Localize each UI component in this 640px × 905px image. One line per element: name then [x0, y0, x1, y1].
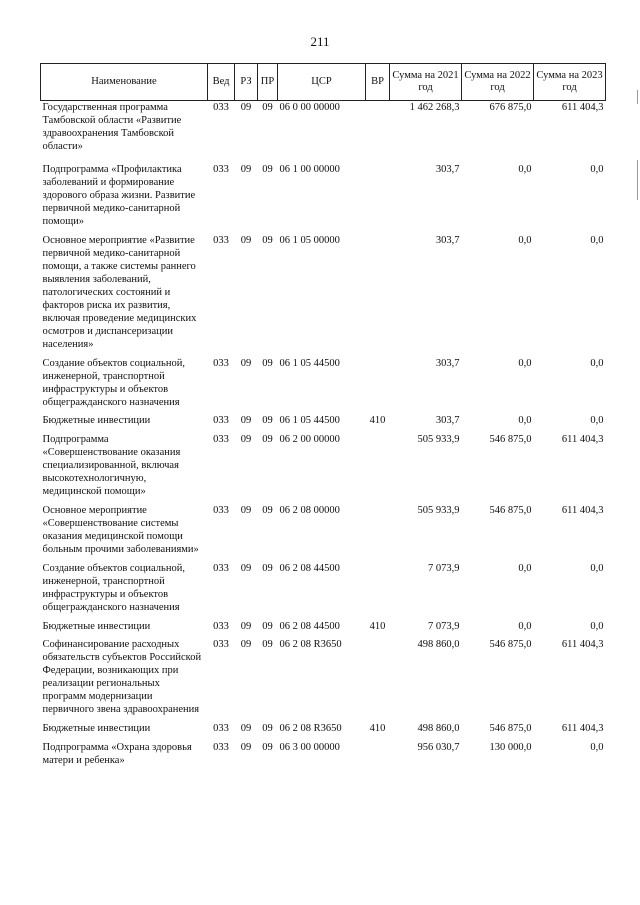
- cell-sum-2022: 0,0: [518, 164, 532, 175]
- cell-rz: 09: [240, 742, 252, 753]
- cell-pr: 09: [262, 621, 273, 632]
- cell-vr: [366, 500, 390, 558]
- cell-pr: 09: [262, 358, 273, 369]
- cell-csr: 06 3 00 00000: [279, 742, 340, 753]
- table-header-row: [41, 64, 606, 101]
- cell-vr: [366, 155, 390, 230]
- cell-ved: 033: [213, 723, 229, 734]
- cell-sum-2021: 505 933,9: [417, 434, 460, 445]
- cell-sum-2021: 1 462 268,3: [409, 102, 460, 113]
- cell-name: Бюджетные инвестиции: [42, 415, 151, 426]
- cell-pr: 09: [262, 639, 273, 650]
- cell-csr: 06 0 00 00000: [279, 102, 340, 113]
- cell-csr: 06 2 00 00000: [279, 434, 340, 445]
- table-row: [41, 155, 606, 230]
- cell-csr: 06 2 08 44500: [279, 563, 340, 574]
- table-row: [41, 429, 606, 500]
- cell-sum-2022: 546 875,0: [489, 639, 532, 650]
- table-row: [41, 635, 606, 718]
- header-sum-2022: Сумма на 2022 год: [462, 64, 534, 101]
- cell-sum-2021: 303,7: [435, 235, 460, 246]
- cell-rz: 09: [240, 415, 252, 426]
- cell-name: Основное мероприятие «Совершенствование системы оказания медицинской помощи больным прочими заболеваниями»: [42, 505, 199, 555]
- table-row: [41, 737, 606, 769]
- cell-sum-2022: 0,0: [518, 235, 532, 246]
- cell-sum-2022: 546 875,0: [489, 434, 532, 445]
- table-row: [41, 101, 606, 156]
- cell-csr: 06 2 08 00000: [279, 505, 340, 516]
- cell-vr: 410: [369, 723, 386, 734]
- cell-vr: 410: [369, 621, 386, 632]
- cell-sum-2022: 676 875,0: [489, 102, 532, 113]
- table-row: [41, 230, 606, 353]
- budget-table: [40, 63, 606, 769]
- cell-ved: 033: [213, 505, 229, 516]
- cell-sum-2022: 0,0: [518, 415, 532, 426]
- cell-vr: [366, 101, 390, 156]
- cell-sum-2022: 546 875,0: [489, 723, 532, 734]
- cell-pr: 09: [262, 505, 273, 516]
- cell-name: Государственная программа Тамбовской области «Развитие здравоохранения Тамбовской области»: [42, 102, 182, 152]
- cell-ved: 033: [213, 434, 229, 445]
- table-row: [41, 616, 606, 635]
- header-sum-2023: Сумма на 2023 год: [534, 64, 606, 101]
- cell-ved: 033: [213, 358, 229, 369]
- cell-sum-2021: 956 030,7: [417, 742, 460, 753]
- cell-sum-2023: 0,0: [590, 415, 604, 426]
- cell-ved: 033: [213, 235, 229, 246]
- cell-rz: 09: [240, 358, 252, 369]
- cell-sum-2022: 130 000,0: [489, 742, 532, 753]
- cell-pr: 09: [262, 235, 273, 246]
- cell-rz: 09: [240, 563, 252, 574]
- cell-rz: 09: [240, 639, 252, 650]
- cell-ved: 033: [213, 639, 229, 650]
- cell-csr: 06 1 05 44500: [279, 358, 340, 369]
- cell-sum-2023: 611 404,3: [561, 639, 604, 650]
- cell-rz: 09: [240, 621, 252, 632]
- header-pr: ПР: [258, 64, 278, 101]
- cell-sum-2021: 498 860,0: [417, 723, 460, 734]
- cell-sum-2022: 0,0: [518, 358, 532, 369]
- header-vr: ВР: [366, 64, 390, 101]
- cell-sum-2023: 0,0: [590, 563, 604, 574]
- header-ved: Вед: [208, 64, 235, 101]
- cell-vr: [366, 230, 390, 353]
- table-row: [41, 411, 606, 429]
- cell-rz: 09: [240, 723, 252, 734]
- cell-csr: 06 2 08 R3650: [279, 639, 342, 650]
- cell-name: Создание объектов социальной, инженерной, транспортной инфраструктуры и объектов общегражданского назначения: [42, 563, 185, 613]
- cell-sum-2023: 611 404,3: [561, 723, 604, 734]
- table-body: [41, 101, 606, 770]
- cell-pr: 09: [262, 563, 273, 574]
- cell-sum-2021: 303,7: [435, 415, 460, 426]
- cell-sum-2021: 498 860,0: [417, 639, 460, 650]
- cell-rz: 09: [240, 102, 252, 113]
- cell-ved: 033: [213, 742, 229, 753]
- header-csr: ЦСР: [278, 64, 366, 101]
- cell-rz: 09: [240, 235, 252, 246]
- cell-sum-2021: 303,7: [435, 358, 460, 369]
- cell-sum-2023: 611 404,3: [561, 505, 604, 516]
- margin-mark: [637, 160, 638, 200]
- cell-csr: 06 1 05 00000: [279, 235, 340, 246]
- cell-ved: 033: [213, 621, 229, 632]
- cell-name: Подпрограмма «Совершенствование оказания специализированной, включая высокотехнологичную, медицинской помощи»: [42, 434, 181, 497]
- cell-sum-2021: 505 933,9: [417, 505, 460, 516]
- cell-vr: [366, 558, 390, 616]
- table-row: [41, 500, 606, 558]
- cell-rz: 09: [240, 434, 252, 445]
- cell-vr: [366, 635, 390, 718]
- cell-sum-2021: 7 073,9: [428, 563, 460, 574]
- cell-csr: 06 1 05 44500: [279, 415, 340, 426]
- cell-pr: 09: [262, 102, 273, 113]
- cell-rz: 09: [240, 505, 252, 516]
- header-name: Наименование: [41, 64, 208, 101]
- header-rz: РЗ: [235, 64, 258, 101]
- cell-csr: 06 2 08 R3650: [279, 723, 342, 734]
- cell-sum-2022: 0,0: [518, 621, 532, 632]
- cell-ved: 033: [213, 415, 229, 426]
- cell-vr: [366, 737, 390, 769]
- cell-name: Основное мероприятие «Развитие первичной медико-санитарной помощи, а также системы раннего выявления заболеваний, патологических состояний и факторов риска их развития, включая проведение медицинских осмотров и диспансеризации населения»: [42, 235, 197, 350]
- cell-name: Подпрограмма «Профилактика заболеваний и формирование здорового образа жизни. Развитие первичной медико-санитарной помощи»: [42, 164, 196, 227]
- cell-sum-2023: 0,0: [590, 235, 604, 246]
- cell-sum-2022: 546 875,0: [489, 505, 532, 516]
- cell-pr: 09: [262, 164, 273, 175]
- cell-ved: 033: [213, 102, 229, 113]
- table-row: [41, 718, 606, 737]
- cell-vr: [366, 353, 390, 411]
- header-sum-2021: Сумма на 2021 год: [390, 64, 462, 101]
- cell-sum-2021: 303,7: [435, 164, 460, 175]
- cell-csr: 06 2 08 44500: [279, 621, 340, 632]
- cell-pr: 09: [262, 742, 273, 753]
- cell-name: Создание объектов социальной, инженерной, транспортной инфраструктуры и объектов общегражданского назначения: [42, 358, 185, 408]
- cell-vr: [366, 429, 390, 500]
- cell-sum-2023: 0,0: [590, 164, 604, 175]
- cell-name: Бюджетные инвестиции: [42, 723, 151, 734]
- cell-name: Бюджетные инвестиции: [42, 621, 151, 632]
- cell-name: Подпрограмма «Охрана здоровья матери и ребенка»: [42, 742, 192, 766]
- cell-rz: 09: [240, 164, 252, 175]
- cell-sum-2023: 0,0: [590, 621, 604, 632]
- cell-sum-2023: 611 404,3: [561, 434, 604, 445]
- cell-pr: 09: [262, 434, 273, 445]
- cell-sum-2023: 0,0: [590, 358, 604, 369]
- cell-sum-2022: 0,0: [518, 563, 532, 574]
- cell-pr: 09: [262, 723, 273, 734]
- page-number: 211: [310, 34, 330, 49]
- margin-mark: [637, 90, 638, 104]
- cell-ved: 033: [213, 563, 229, 574]
- cell-sum-2021: 7 073,9: [428, 621, 460, 632]
- cell-vr: 410: [369, 415, 386, 426]
- cell-ved: 033: [213, 164, 229, 175]
- table-row: [41, 353, 606, 411]
- cell-pr: 09: [262, 415, 273, 426]
- cell-sum-2023: 0,0: [590, 742, 604, 753]
- cell-name: Софинансирование расходных обязательств субъектов Российской Федерации, возникающих при реализации региональных программ модернизации первичного звена здравоохранения: [42, 639, 202, 715]
- table-row: [41, 558, 606, 616]
- cell-sum-2023: 611 404,3: [561, 102, 604, 113]
- cell-csr: 06 1 00 00000: [279, 164, 340, 175]
